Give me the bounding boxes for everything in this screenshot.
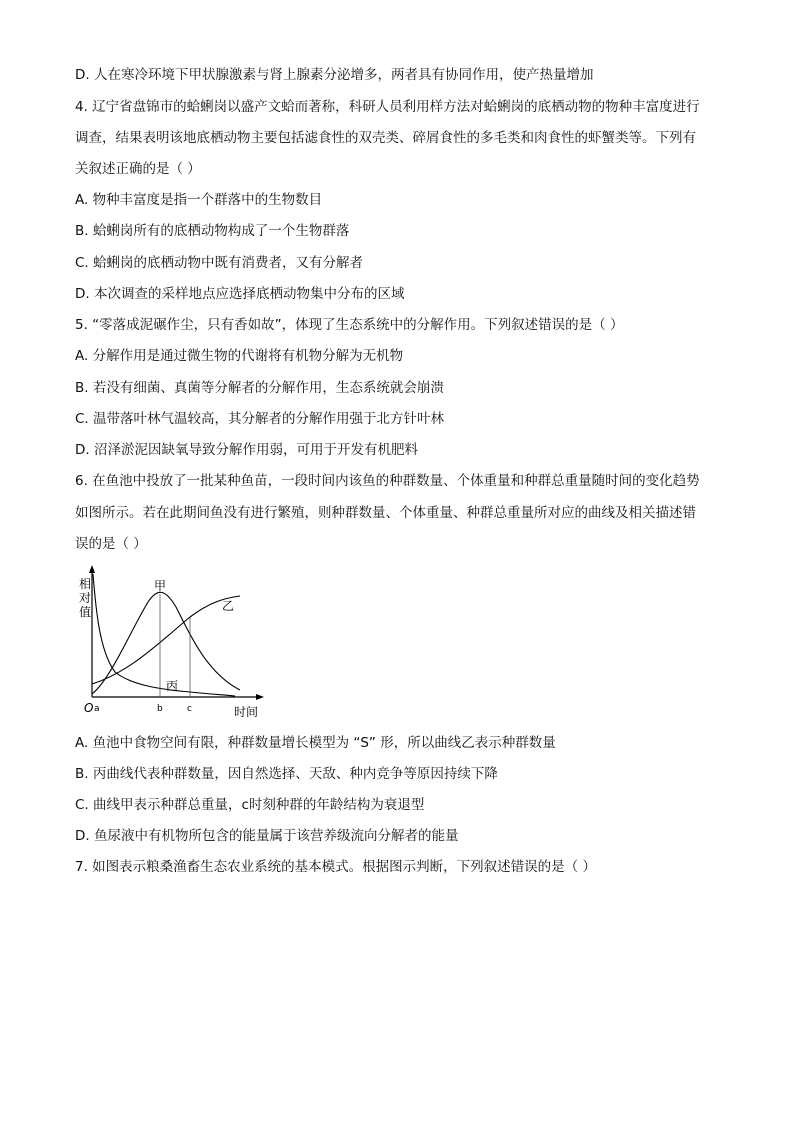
q4-stem-line-2: 调查，结果表明该地底栖动物主要包括滤食性的双壳类、碎屑食性的多毛类和肉食性的虾蟹类等。下列有	[75, 130, 696, 146]
y-axis-label-1: 相	[79, 577, 92, 591]
q5-option-d: D. 沼泽淤泥因缺氧导致分解作用弱，可用于开发有机肥料	[75, 442, 418, 458]
q5-option-b: B. 若没有细菌、真菌等分解者的分解作用，生态系统就会崩溃	[75, 380, 444, 396]
q6-option-b: B. 丙曲线代表种群数量，因自然选择、天敌、种内竞争等原因持续下降	[75, 766, 498, 782]
q5-stem: 5. “零落成泥碾作尘，只有香如故”，体现了生态系统中的分解作用。下列叙述错误的是（ ）	[75, 317, 624, 333]
q7-stem: 7. 如图表示粮桑渔畜生态农业系统的基本模式。根据图示判断，下列叙述错误的是（ ）	[75, 859, 596, 875]
q6-stem-line-1: 6. 在鱼池中投放了一批某种鱼苗，一段时间内该鱼的种群数量、个体重量和种群总重量随时间的变化趋势	[75, 473, 700, 489]
curve-jia-label: 甲	[154, 579, 167, 593]
origin-label: O	[84, 701, 94, 715]
q4-option-c: C. 蛤蜊岗的底栖动物中既有消费者，又有分解者	[75, 255, 364, 271]
q4-option-b: B. 蛤蜊岗所有的底栖动物构成了一个生物群落	[75, 223, 350, 239]
q5-option-c: C. 温带落叶林气温较高，其分解者的分解作用强于北方针叶林	[75, 411, 445, 427]
q6-option-a: A. 鱼池中食物空间有限，种群数量增长模型为 “S” 形，所以曲线乙表示种群数量	[75, 735, 556, 751]
q6-stem-line-2: 如图所示。若在此期间鱼没有进行繁殖，则种群数量、个体重量、种群总重量所对应的曲线及相关描述错	[75, 505, 696, 521]
tick-a: a	[94, 704, 100, 714]
x-axis-label: 时间	[234, 705, 259, 719]
q3-option-d: D. 人在寒冷环境下甲状腺激素与肾上腺素分泌增多，两者具有协同作用，使产热量增加	[75, 67, 594, 83]
q4-stem-line-3: 关叙述正确的是（ ）	[75, 161, 201, 177]
q5-option-a: A. 分解作用是通过微生物的代谢将有机物分解为无机物	[75, 348, 404, 364]
y-axis-arrow	[89, 565, 95, 573]
q6-option-c: C. 曲线甲表示种群总重量，c时刻种群的年龄结构为衰退型	[75, 797, 425, 813]
tick-c: c	[187, 704, 192, 714]
x-axis-arrow	[256, 694, 264, 700]
q6-figure	[70, 562, 270, 727]
q6-stem-line-3: 误的是（ ）	[75, 536, 147, 552]
q4-option-d: D. 本次调查的采样地点应选择底栖动物集中分布的区域	[75, 286, 405, 302]
curve-bing-label: 丙	[166, 679, 179, 693]
y-axis-label-3: 值	[79, 605, 92, 619]
y-axis-label-2: 对	[79, 591, 92, 605]
q6-option-d: D. 鱼尿液中有机物所包含的能量属于该营养级流向分解者的能量	[75, 828, 459, 844]
tick-b: b	[157, 704, 163, 714]
curve-yi-label: 乙	[222, 599, 235, 613]
q4-option-a: A. 物种丰富度是指一个群落中的生物数目	[75, 192, 323, 208]
q6-figure-svg	[70, 562, 270, 727]
q4-stem-line-1: 4. 辽宁省盘锦市的蛤蜊岗以盛产文蛤而著称，科研人员利用样方法对蛤蜊岗的底栖动物的物种丰富度进行	[75, 99, 700, 115]
